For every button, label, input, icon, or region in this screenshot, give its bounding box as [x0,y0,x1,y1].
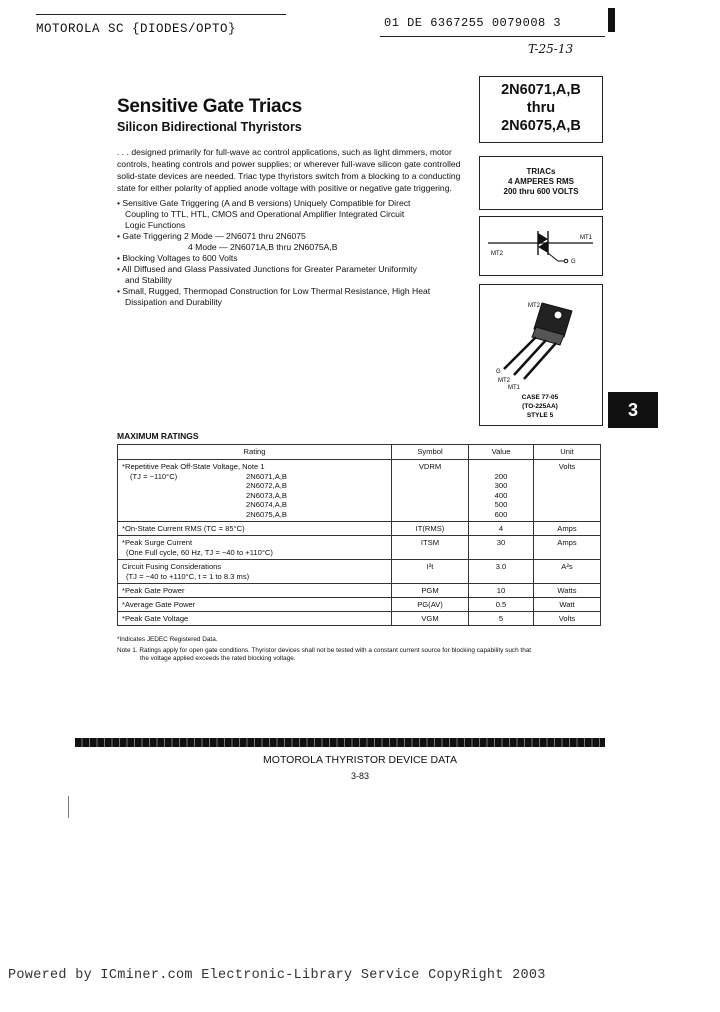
schematic-symbol-box [479,216,603,276]
header-codes: 01 DE 6367255 0079008 3 [384,16,562,30]
part-number-first: 2N6071,A,B [501,82,581,98]
header-rule-left [36,14,286,15]
package-box [479,284,603,426]
page-number: 3-83 [350,771,369,781]
page-title: Sensitive Gate Triacs [117,96,302,117]
to225-package-icon [480,285,601,424]
section-tab: 3 [608,392,658,428]
max-ratings-title: MAXIMUM RATINGS [117,431,199,441]
powered-by-banner: Powered by ICminer.com Electronic-Library Service CopyRight 2003 [8,968,546,983]
feature-item: • Blocking Voltages to 600 Volts [117,253,238,263]
footnote-note1-cont: the voltage applied exceeds the rated blocking voltage. [140,655,296,662]
feature-list [117,198,467,308]
table-row: *Peak Gate Power PGM 10 Watts [118,584,601,598]
part-number-box [479,76,603,143]
package-case: CASE 77-05 [521,394,559,401]
table-row: *On-State Current RMS (TC = 85°C) IT(RMS) 4 Amps [118,522,601,536]
triac-label: TRIACs [526,167,556,176]
part-number-thru: thru [526,100,556,116]
handwritten-code: T-25-13 [528,42,574,56]
triac-current: 4 AMPERES RMS [508,177,574,186]
scan-bar-decoration [75,738,605,747]
symbol-mt1-label: MT1 [580,235,592,241]
header-bar [608,8,615,32]
package-mt1-label: MT1 [508,385,520,391]
header-rating: Rating [118,445,392,460]
table-row: *Average Gate Power PG(AV) 0.5 Watt [118,598,601,612]
table-row: *Repetitive Peak Off-State Voltage, Note 1 (TJ = −110°C) 2N6071,A,B 2N6072,A,B 2N6073,A,B 2N6074,A,B 2N6075,A,B VDRM 200 300 400 500 600 Volts [118,460,601,522]
package-to: (TO-225AA) [522,403,558,410]
description-block [117,146,467,308]
footnote-jedec: *Indicates JEDEC Registered Data. [117,636,218,643]
feature-item: • Gate Triggering 2 Mode — 2N6071 thru 2N6075 4 Mode — 2N6071A,B thru 2N6075A,B [117,231,338,252]
scan-mark [68,796,69,818]
triac-symbol-icon [480,217,601,274]
package-g-label: G [496,369,501,375]
header-rule-right [380,36,605,37]
page-subtitle: Silicon Bidirectional Thyristors [117,120,302,134]
description-text: . . . designed primarily for full-wave ac control applications, such as light dimmers, motor controls, heating controls and power supplies; or wherever full-wave silicon gate controlled solid-state devices are needed. Triac type thyristors switch from a blocking to a conducting state for either polarity of applied anode voltage with positive or negative gate triggering. [117,147,461,193]
symbol-g-label: G [571,259,576,265]
package-mt2b-label: MT2 [498,378,510,384]
symbol-mt2-label: MT2 [491,251,503,257]
package-style: STYLE 5 [526,412,554,419]
table-header-row [118,445,601,460]
package-mt2-label: MT2 [528,303,540,309]
footnote-note1: Note 1. Ratings apply for open gate conditions. Thyristor devices shall not be tested with a constant current source for blocking capability such that [117,647,532,654]
triac-voltage: 200 thru 600 VOLTS [503,187,579,196]
header-manufacturer: MOTOROLA SC {DIODES/OPTO} [36,22,237,36]
feature-item: • All Diffused and Glass Passivated Junctions for Greater Parameter Uniformity and Stability [117,264,417,285]
part-number-last: 2N6075,A,B [501,118,581,134]
triac-summary-box [479,156,603,210]
footer-title: MOTOROLA THYRISTOR DEVICE DATA [263,754,457,766]
table-row: Circuit Fusing Considerations (TJ = −40 to +110°C, t = 1 to 8.3 ms) I²t 3.0 A²s [118,560,601,584]
max-ratings-table [117,444,601,626]
feature-item: • Sensitive Gate Triggering (A and B versions) Uniquely Compatible for Direct Coupling to TTL, HTL, CMOS and Operational Amplifier Integrated Circuit Logic Functions [117,198,411,230]
header-unit: Unit [534,445,601,460]
header-value: Value [469,445,534,460]
table-row: *Peak Surge Current (One Full cycle, 60 Hz, TJ = −40 to +110°C) ITSM 30 Amps [118,536,601,560]
feature-item: • Small, Rugged, Thermopad Construction for Low Thermal Resistance, High Heat Dissipation and Durability [117,286,431,307]
header-symbol: Symbol [392,445,469,460]
table-row: *Peak Gate Voltage VGM 5 Volts [118,612,601,626]
